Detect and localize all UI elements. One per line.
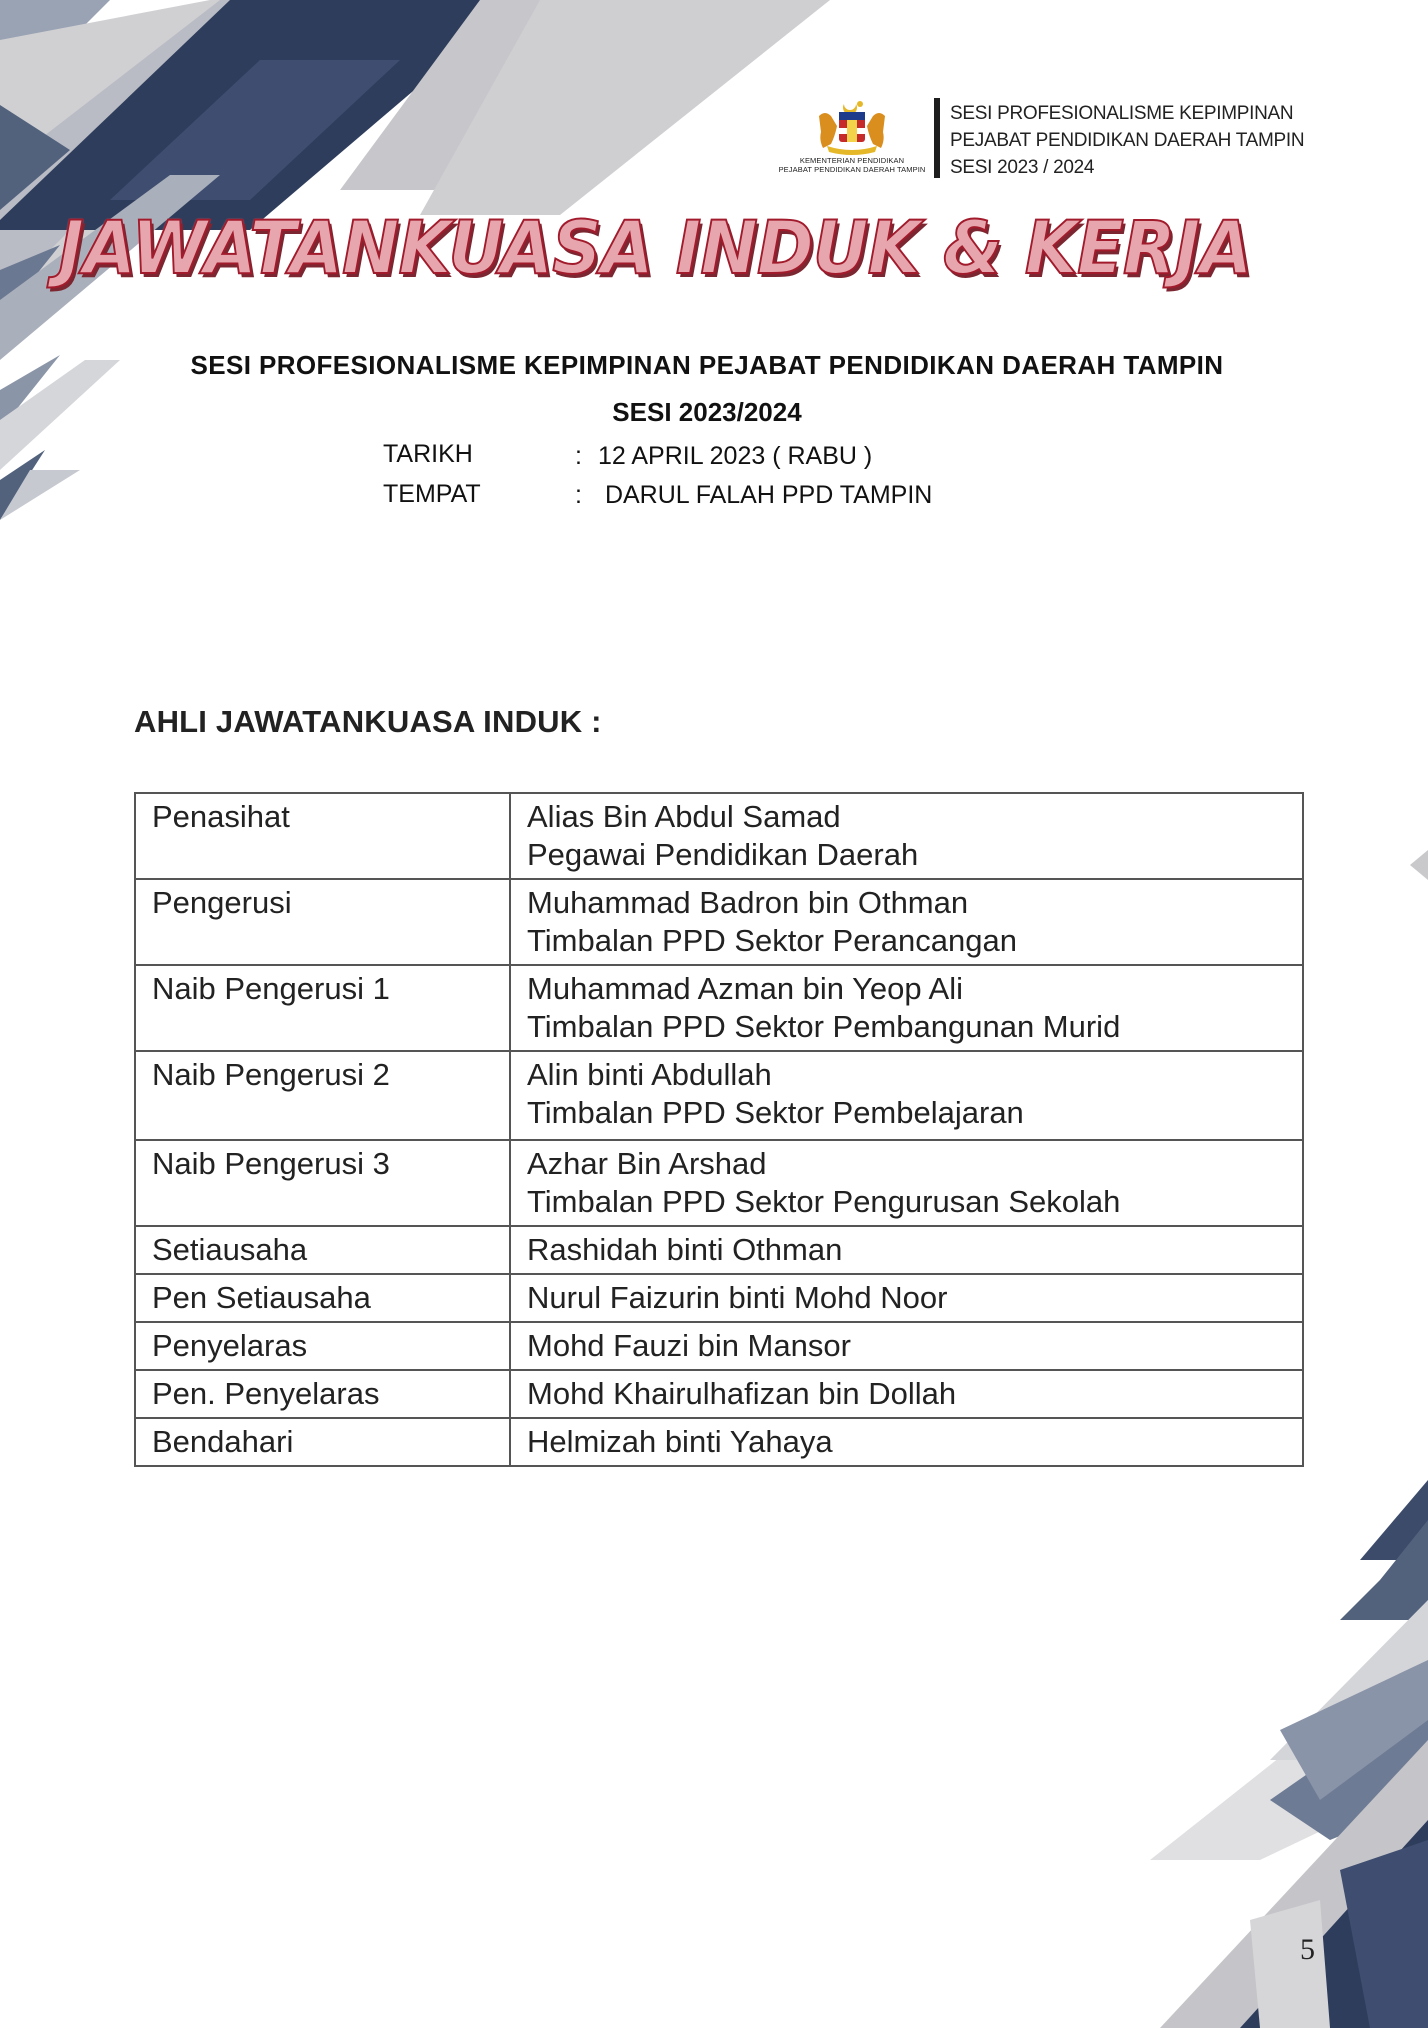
- header-line-3: SESI 2023 / 2024: [950, 157, 1095, 178]
- member-cell: [510, 879, 1303, 965]
- venue-colon: :: [575, 481, 582, 509]
- table-row: [135, 965, 1303, 1051]
- member-name: Helmizah binti Yahaya: [510, 1418, 1303, 1466]
- role-cell: Pen. Penyelaras: [135, 1370, 510, 1418]
- member-title: Timbalan PPD Sektor Perancangan: [527, 923, 1017, 958]
- member-name: Azhar Bin Arshad: [527, 1146, 767, 1181]
- table-row: [135, 879, 1303, 965]
- role-cell: Bendahari: [135, 1418, 510, 1466]
- role-cell: Setiausaha: [135, 1226, 510, 1274]
- member-cell: [510, 965, 1303, 1051]
- role-cell: Penyelaras: [135, 1322, 510, 1370]
- table-row: [135, 1140, 1303, 1226]
- page-number: 5: [1300, 1933, 1315, 1966]
- crest-caption-line2: PEJABAT PENDIDIKAN DAERAH TAMPIN: [778, 165, 926, 174]
- role-cell: Naib Pengerusi 1: [135, 965, 510, 1051]
- member-cell: [510, 1051, 1303, 1140]
- crest-caption-line1: KEMENTERIAN PENDIDIKAN: [799, 156, 905, 165]
- member-name: Mohd Khairulhafizan bin Dollah: [510, 1370, 1303, 1418]
- session-year: SESI 2023/2024: [612, 397, 802, 427]
- member-name: Rashidah binti Othman: [510, 1226, 1303, 1274]
- date-value: 12 APRIL 2023 ( RABU ): [598, 442, 873, 470]
- role-cell: Penasihat: [135, 793, 510, 879]
- member-cell: [510, 793, 1303, 879]
- member-name: Alias Bin Abdul Samad: [527, 799, 841, 834]
- member-cell: [510, 1140, 1303, 1226]
- ministry-crest-logo: [762, 98, 942, 180]
- table-row: [135, 1274, 1303, 1322]
- table-row: [135, 1370, 1303, 1418]
- member-name: Muhammad Badron bin Othman: [527, 885, 969, 920]
- date-label: TARIKH: [383, 440, 473, 468]
- member-name: Alin binti Abdullah: [527, 1057, 772, 1092]
- venue-value: DARUL FALAH PPD TAMPIN: [598, 481, 933, 509]
- member-title: Timbalan PPD Sektor Pembangunan Murid: [527, 1009, 1121, 1044]
- committee-heading: AHLI JAWATANKUASA INDUK :: [134, 704, 602, 739]
- header-line-1: SESI PROFESIONALISME KEPIMPINAN: [950, 103, 1294, 124]
- page-title: JAWATANKUASA INDUK & KERJA: [58, 206, 1252, 291]
- committee-table: [134, 792, 1304, 1467]
- header-divider: [934, 98, 940, 178]
- member-title: Timbalan PPD Sektor Pengurusan Sekolah: [527, 1184, 1121, 1219]
- table-row: [135, 793, 1303, 879]
- header-program-text: [950, 100, 1304, 181]
- date-colon: :: [575, 442, 582, 470]
- member-name: Muhammad Azman bin Yeop Ali: [527, 971, 963, 1006]
- member-name: Mohd Fauzi bin Mansor: [510, 1322, 1303, 1370]
- member-title: Timbalan PPD Sektor Pembelajaran: [527, 1095, 1024, 1130]
- table-row: [135, 1051, 1303, 1140]
- table-row: [135, 1322, 1303, 1370]
- table-row: [135, 1226, 1303, 1274]
- venue-label: TEMPAT: [383, 480, 481, 508]
- member-name: Nurul Faizurin binti Mohd Noor: [510, 1274, 1303, 1322]
- role-cell: Naib Pengerusi 3: [135, 1140, 510, 1226]
- header-line-2: PEJABAT PENDIDIKAN DAERAH TAMPIN: [950, 130, 1305, 151]
- table-row: [135, 1418, 1303, 1466]
- coat-of-arms-icon: [811, 98, 893, 156]
- role-cell: Naib Pengerusi 2: [135, 1051, 510, 1140]
- role-cell: Pengerusi: [135, 879, 510, 965]
- member-title: Pegawai Pendidikan Daerah: [527, 837, 919, 872]
- role-cell: Pen Setiausaha: [135, 1274, 510, 1322]
- program-subtitle: SESI PROFESIONALISME KEPIMPINAN PEJABAT PENDIDIKAN DAERAH TAMPIN: [190, 350, 1224, 380]
